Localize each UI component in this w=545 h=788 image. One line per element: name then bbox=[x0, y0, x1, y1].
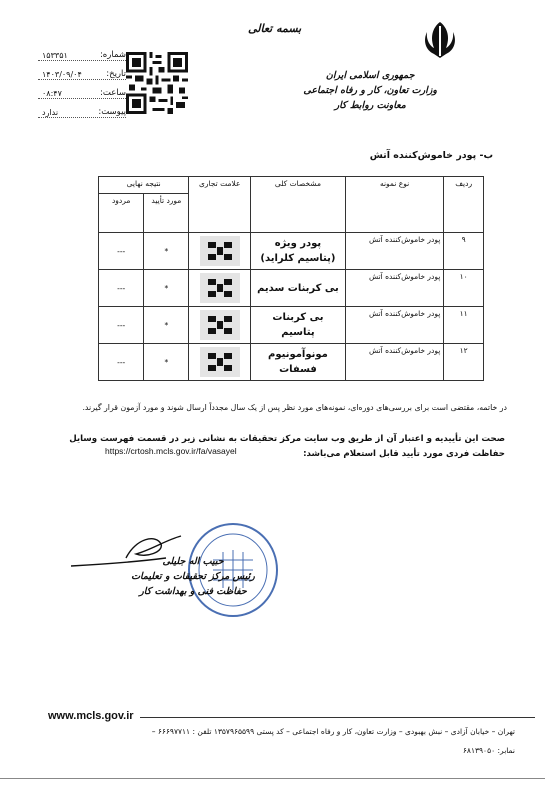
closing-paragraph: در خاتمه، مقتضی است برای بررسی‌های دوره‌ای، نمونه‌های مورد نظر پس از یک سال مجدداً ارسال شوند و مورد آزمون قرار گیرند. bbox=[82, 403, 507, 412]
row-type: پودر خاموش‌کننده آتش bbox=[345, 307, 444, 344]
header-approved: مورد تأیید bbox=[144, 194, 189, 233]
qr-code-icon[interactable] bbox=[126, 52, 188, 114]
footer-divider bbox=[140, 717, 535, 718]
date-row bbox=[38, 65, 126, 80]
spec-line-1: بی کربنات پتاسیم bbox=[272, 312, 324, 338]
row-mark bbox=[189, 233, 251, 270]
footer-website[interactable]: www.mcls.gov.ir bbox=[48, 710, 134, 722]
signer-title-1: رئیس مرکز تحقیقات و تعلیمات bbox=[131, 571, 255, 582]
row-no: ۱۱ bbox=[444, 307, 484, 344]
signer-name: حبیب اله جلیلی bbox=[162, 556, 224, 567]
row-type: پودر خاموش‌کننده آتش bbox=[345, 270, 444, 307]
section-title: ب- پودر خاموش‌کننده آتش bbox=[369, 150, 493, 161]
row-rejected: --- bbox=[99, 307, 144, 344]
row-spec bbox=[251, 233, 346, 270]
row-mark bbox=[189, 270, 251, 307]
header-mark: علامت تجاری bbox=[189, 177, 251, 233]
number-value: ۱۵۳۳۵۱ bbox=[42, 51, 68, 60]
header-row-no: ردیف bbox=[444, 177, 484, 233]
bismillah: بسمه تعالی bbox=[248, 22, 302, 35]
brand-logo-icon bbox=[200, 273, 240, 303]
deputy-name: معاونت روابط کار bbox=[334, 100, 406, 111]
spec-line-1: مونوآمونیوم bbox=[268, 349, 328, 360]
header-spec: مشخصات کلی bbox=[251, 177, 346, 233]
table-row bbox=[99, 233, 484, 270]
spec-line-2: فسفات bbox=[279, 364, 317, 375]
footer-fax: نمابر: ۶۸۱۳۹۰۵۰ bbox=[462, 746, 515, 755]
time-row bbox=[38, 84, 126, 99]
row-approved: * bbox=[144, 307, 189, 344]
row-no: ۱۲ bbox=[444, 344, 484, 381]
spec-line-2: (پتاسیم کلراید) bbox=[260, 253, 336, 264]
number-row bbox=[38, 46, 126, 61]
spec-line-1: پودر ویژه bbox=[274, 238, 322, 249]
row-spec bbox=[251, 270, 346, 307]
letter-meta bbox=[38, 46, 126, 122]
footer-address: تهران – خیابان آزادی – نبش بهبودی – وزارت تعاون، کار و رفاه اجتماعی – کد پستی ۱۳۵۷۹۶۵۵۹۹ تلفن : ۶۶۶۹۷۷۱۱ – bbox=[151, 727, 515, 736]
republic-name: جمهوری اسلامی ایران bbox=[325, 70, 415, 81]
row-mark bbox=[189, 307, 251, 344]
attachment-value: ندارد bbox=[42, 108, 59, 117]
brand-logo-icon bbox=[200, 310, 240, 340]
verification-paragraph: صحت این تأییدیه و اعتبار آن از طریق وب سایت مرکز تحقیقات به نشانی زیر در قسمت فهرست وسایل حفاظت فردی مورد تأیید قابل استعلام می‌باشد: bbox=[69, 434, 505, 459]
table-row bbox=[99, 344, 484, 381]
row-approved: * bbox=[144, 270, 189, 307]
table-row bbox=[99, 307, 484, 344]
row-type: پودر خاموش‌کننده آتش bbox=[345, 344, 444, 381]
brand-logo-icon bbox=[200, 347, 240, 377]
header-result: نتیجه نهایی bbox=[99, 177, 189, 194]
table-row bbox=[99, 270, 484, 307]
time-value: ۰۸:۴۷ bbox=[42, 89, 62, 98]
time-label: ساعت: bbox=[100, 88, 126, 98]
brand-logo-icon bbox=[200, 236, 240, 266]
results-table bbox=[98, 176, 484, 381]
row-type: پودر خاموش‌کننده آتش bbox=[345, 233, 444, 270]
row-approved: * bbox=[144, 233, 189, 270]
verification-link[interactable]: https://crtosh.mcls.gov.ir/fa/vasayel bbox=[105, 446, 237, 456]
row-rejected: --- bbox=[99, 344, 144, 381]
attachment-label: پیوست: bbox=[98, 107, 126, 117]
row-no: ۹ bbox=[444, 233, 484, 270]
ministry-header bbox=[303, 68, 437, 113]
signature-block bbox=[118, 554, 268, 599]
header-rejected: مردود bbox=[99, 194, 144, 233]
header-type: نوع نمونه bbox=[345, 177, 444, 233]
row-spec bbox=[251, 307, 346, 344]
row-rejected: --- bbox=[99, 233, 144, 270]
row-spec bbox=[251, 344, 346, 381]
spec-line-1: بی کربنات سدیم bbox=[257, 282, 339, 294]
row-mark bbox=[189, 344, 251, 381]
date-label: تاریخ: bbox=[106, 69, 126, 79]
page-bottom-divider bbox=[0, 778, 545, 779]
row-rejected: --- bbox=[99, 270, 144, 307]
row-no: ۱۰ bbox=[444, 270, 484, 307]
signer-title-2: حفاظت فنی و بهداشت کار bbox=[139, 586, 247, 597]
number-label: شماره: bbox=[99, 50, 126, 60]
ministry-name: وزارت تعاون، کار و رفاه اجتماعی bbox=[303, 85, 437, 96]
attachment-row bbox=[38, 103, 126, 118]
date-value: ۱۴۰۳/۰۹/۰۴ bbox=[42, 70, 82, 79]
row-approved: * bbox=[144, 344, 189, 381]
iran-emblem-icon bbox=[420, 18, 460, 62]
